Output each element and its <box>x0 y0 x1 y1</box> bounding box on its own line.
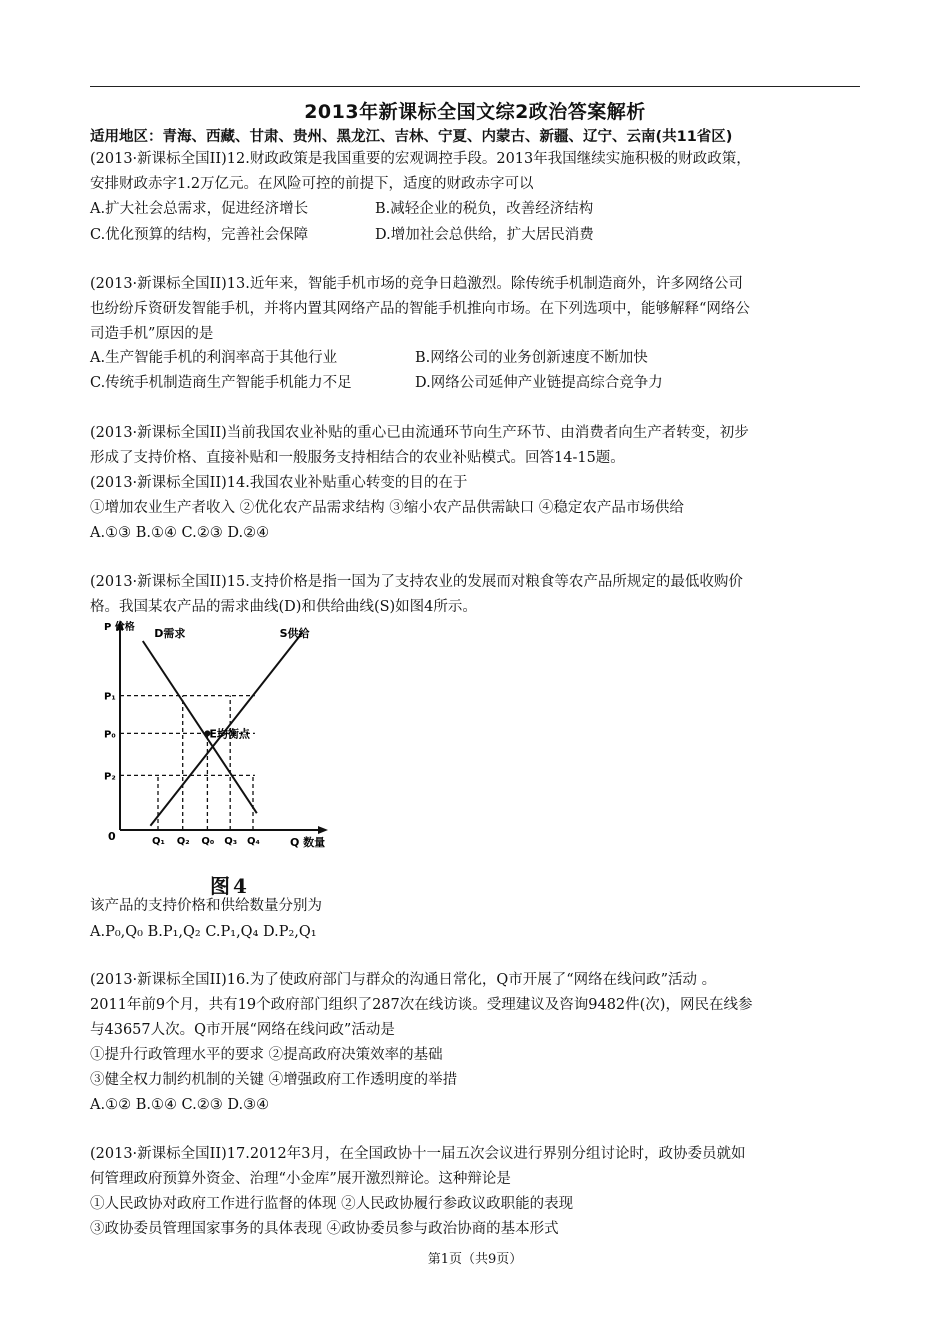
q13-option-d: D.网络公司延伸产业链提高综合竞争力 <box>415 375 663 391</box>
page-title: 2013年新课标全国文综2政治答案解析 <box>304 101 646 123</box>
q16-line2: 2011年前9个月，共有19个政府部门组织了287次在线访谈。受理建议及咨询9482件(次)，网民在线参 <box>90 997 753 1013</box>
q16-options: A.①② B.①④ C.②③ D.③④ <box>90 1097 270 1113</box>
q14-intro-line2: 形成了支持价格、直接补贴和一般服务支持相结合的农业补贴模式。回答14-15题。 <box>90 450 625 466</box>
x-tick-q2: Q₂ <box>176 836 190 847</box>
q13-option-b: B.网络公司的业务创新速度不断加快 <box>415 350 648 366</box>
y-tick-p1: P₁ <box>104 691 116 703</box>
q16-items2: ③健全权力制约机制的关键 ④增强政府工作透明度的举措 <box>90 1072 458 1088</box>
q15-options: A.P₀,Q₀ B.P₁,Q₂ C.P₁,Q₄ D.P₂,Q₁ <box>90 924 317 940</box>
q16-line3: 与43657人次。Q市开展“网络在线问政”活动是 <box>90 1022 395 1038</box>
figure-caption: 图4 <box>210 874 250 898</box>
q14-stem: (2013·新课标全国II)14.我国农业补贴重心转变的目的在于 <box>90 475 468 491</box>
q13-line2: 也纷纷斥资研发智能手机，并将内置其网络产品的智能手机推向市场。在下列选项中，能够解释“网络公 <box>90 301 750 317</box>
q15-line1: (2013·新课标全国II)15.支持价格是指一国为了支持农业的发展而对粮食等农产品所规定的最低收购价 <box>90 574 743 590</box>
x-tick-q4: Q₄ <box>247 836 260 847</box>
y-tick-p2: P₂ <box>104 771 116 783</box>
q14-items: ①增加农业生产者收入 ②优化农产品需求结构 ③缩小农产品供需缺口 ④稳定农产品市场供给 <box>90 500 684 516</box>
x-tick-q1: Q₁ <box>152 836 165 847</box>
q12-option-a: A.扩大社会总需求，促进经济增长 <box>90 201 309 217</box>
x-tick-q0: Q₀ <box>201 836 215 847</box>
chart-guides <box>120 696 255 830</box>
q13-line1: (2013·新课标全国II)13.近年来，智能手机市场的竞争日趋激烈。除传统手机制造商外，许多网络公司 <box>90 276 743 292</box>
supply-demand-chart <box>100 618 350 858</box>
q14-options: A.①③ B.①④ C.②③ D.②④ <box>90 525 270 541</box>
origin-label: 0 <box>108 830 116 843</box>
q17-line1: (2013·新课标全国II)17.2012年3月，在全国政协十一届五次会议进行界别分组讨论时，政协委员就如 <box>90 1146 746 1162</box>
y-tick-p0: P₀ <box>104 729 116 741</box>
q13-option-c: C.传统手机制造商生产智能手机能力不足 <box>90 375 352 391</box>
q12-option-d: D.增加社会总供给，扩大居民消费 <box>375 227 594 243</box>
q12-line2: 安排财政赤字1.2万亿元。在风险可控的前提下，适度的财政赤字可以 <box>90 176 534 192</box>
q16-line1: (2013·新课标全国II)16.为了使政府部门与群众的沟通日常化，Q市开展了“网络在线问政”活动 。 <box>90 972 717 988</box>
q12-option-c: C.优化预算的结构，完善社会保障 <box>90 227 309 243</box>
page-footer: 第1页（共9页） <box>427 1252 523 1267</box>
q13-line3: 司造手机”原因的是 <box>90 326 214 342</box>
q13-option-a: A.生产智能手机的利润率高于其他行业 <box>90 350 338 366</box>
x-tick-q3: Q₃ <box>224 836 238 847</box>
supply-curve-label: S供给 <box>279 626 310 640</box>
y-axis-label: P 价格 <box>104 622 135 633</box>
equilibrium-label: E均衡点 <box>209 727 250 741</box>
header-rule <box>90 86 860 87</box>
q14-intro-line1: (2013·新课标全国II)当前我国农业补贴的重心已由流通环节向生产环节、由消费者向生产者转变，初步 <box>90 425 749 441</box>
q17-line2: 何管理政府预算外资金、治理“小金库”展开激烈辩论。这种辩论是 <box>90 1171 511 1187</box>
q17-items1: ①人民政协对政府工作进行监督的体现 ②人民政协履行参政议政职能的表现 <box>90 1196 574 1212</box>
q15-line2: 格。我国某农产品的需求曲线(D)和供给曲线(S)如图4所示。 <box>90 599 477 615</box>
q12-line1: (2013·新课标全国II)12.财政政策是我国重要的宏观调控手段。2013年我国继续实施积极的财政政策， <box>90 151 751 167</box>
q12-option-b: B.减轻企业的税负，改善经济结构 <box>375 201 594 217</box>
q17-items2: ③政协委员管理国家事务的具体表现 ④政协委员参与政治协商的基本形式 <box>90 1221 559 1237</box>
x-axis-label: Q 数量 <box>290 836 326 849</box>
q16-items1: ①提升行政管理水平的要求 ②提高政府决策效率的基础 <box>90 1047 443 1063</box>
demand-curve-label: D需求 <box>154 626 186 640</box>
region-note: 适用地区：青海、西藏、甘肃、贵州、黑龙江、吉林、宁夏、内蒙古、新疆、辽宁、云南(共11省区) <box>90 129 733 145</box>
q15-stem: 该产品的支持价格和供给数量分别为 <box>90 898 322 914</box>
